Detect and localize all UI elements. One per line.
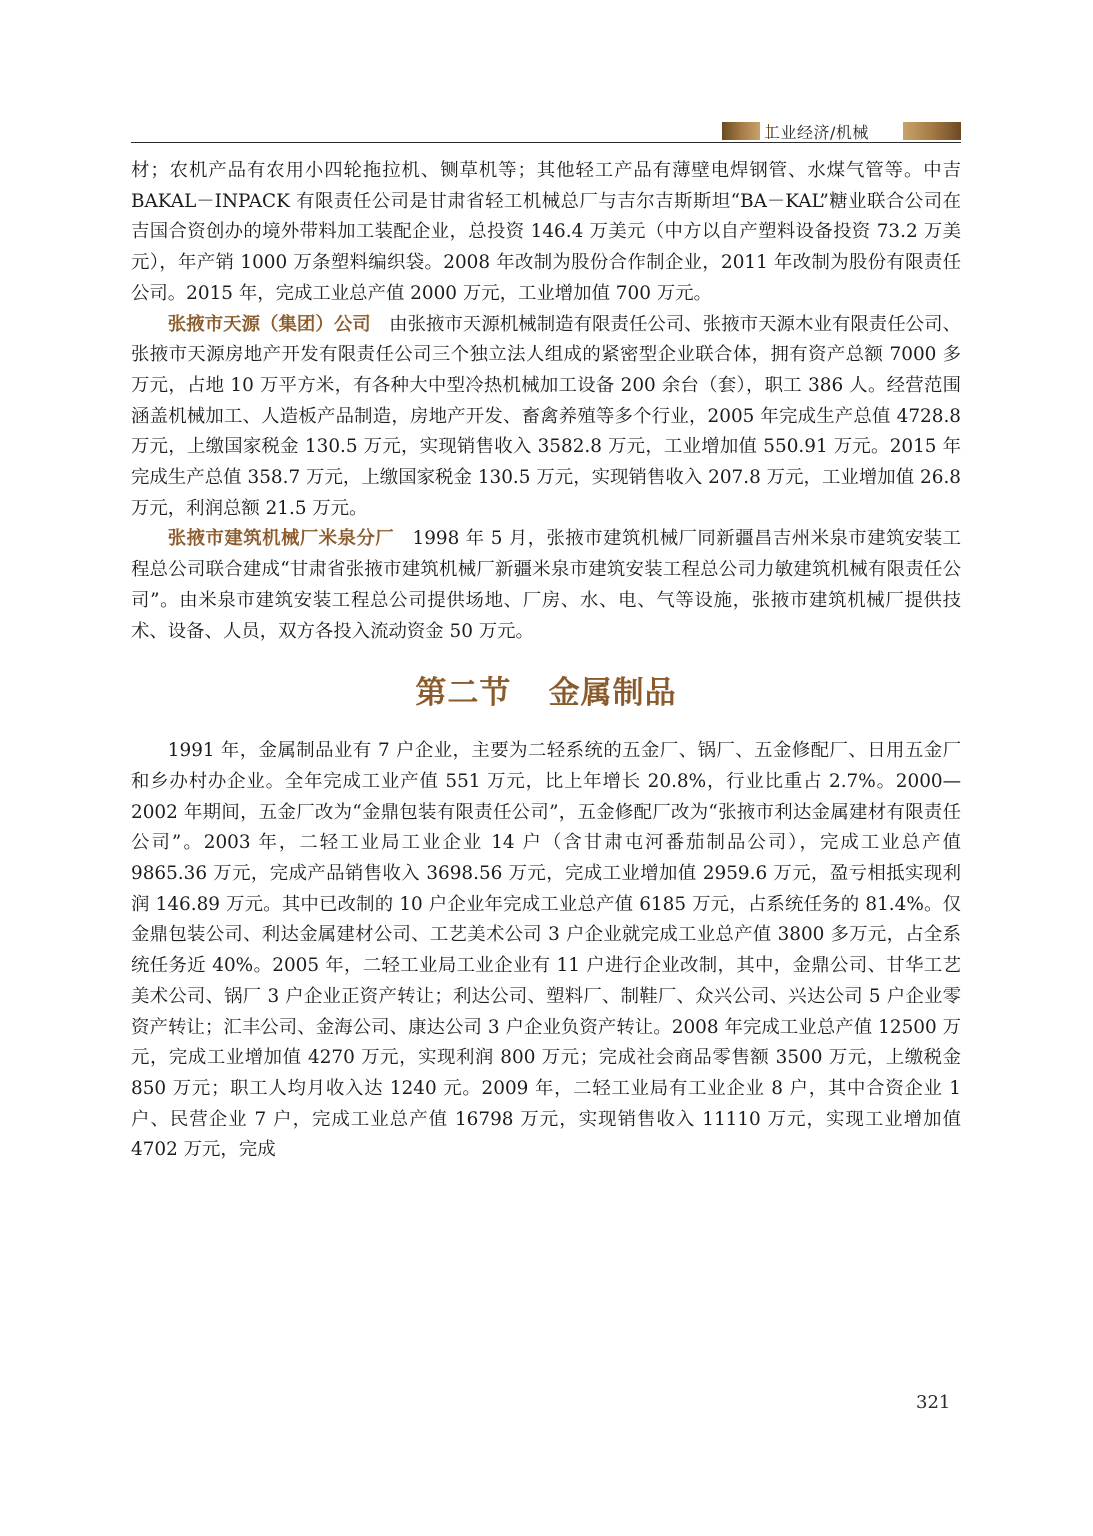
- page-content: [131, 156, 961, 1166]
- paragraph-continued: 材；农机产品有农用小四轮拖拉机、铡草机等；其他轻工产品有薄壁电焊钢管、水煤气管等。中吉 BAKAL－INPACK 有限责任公司是甘肃省轻工机械总厂与吉尔吉斯斯坦“BA－KAL”糖业联合公司在吉国合资创办的境外带料加工装配企业，总投资 146.4 万美元（中方以自产塑料设备投资 73.2 万美元），年产销 1000 万条塑料编织袋。2008 年改制为股份合作制企业，2011 年改制为股份有限责任公司。2015 年，完成工业总产值 2000 万元，工业增加值 700 万元。: [131, 160, 961, 304]
- section-paragraph: 1991 年，金属制品业有 7 户企业，主要为二轻系统的五金厂、锅厂、五金修配厂、日用五金厂和乡办村办企业。全年完成工业产值 551 万元，比上年增长 20.8%，行业比重占 2.7%。2000—2002 年期间，五金厂改为“金鼎包装有限责任公司”，五金修配厂改为“张掖市利达金属建材有限责任公司”。2003 年，二轻工业局工业企业 14 户（含甘肃屯河番茄制品公司），完成工业总产值 9865.36 万元，完成产品销售收入 3698.56 万元，完成工业增加值 2959.6 万元，盈亏相抵实现利润 146.89 万元。其中已改制的 10 户企业年完成工业总产值 6185 万元，占系统任务的 81.4%。仅金鼎包装公司、利达金属建材公司、工艺美术公司 3 户企业就完成工业总产值 3800 多万元，占全系统任务近 40%。2005 年，二轻工业局工业企业有 11 户进行企业改制，其中，金鼎公司、甘华工艺美术公司、锅厂 3 户企业正资产转让；利达公司、塑料厂、制鞋厂、众兴公司、兴达公司 5 户企业零资产转让；汇丰公司、金海公司、康达公司 3 户企业负资产转让。2008 年完成工业总产值 12500 万元，完成工业增加值 4270 万元，实现利润 800 万元；完成社会商品零售额 3500 万元，上缴税金 850 万元；职工人均月收入达 1240 元。2009 年，二轻工业局有工业企业 8 户，其中合资企业 1 户、民营企业 7 户，完成工业总产值 16798 万元，实现销售收入 11110 万元，实现工业增加值 4702 万元，完成: [131, 740, 961, 1161]
- running-title: 工业经济/机械: [764, 123, 869, 142]
- entry-tianyuan: [131, 310, 961, 525]
- entry-miquan: [131, 524, 961, 647]
- section-heading: [131, 673, 961, 713]
- section-name: 金属制品: [548, 675, 677, 712]
- entry-body: 由张掖市天源机械制造有限责任公司、张掖市天源木业有限责任公司、张掖市天源房地产开发有限责任公司三个独立法人组成的紧密型企业联合体，拥有资产总额 7000 多万元，占地 10 万平方米，有各种大中型冷热机械加工设备 200 余台（套），职工 386 人。经营范围涵盖机械加工、人造板产品制造，房地产开发、畜禽养殖等多个行业，2005 年完成生产总值 4728.8 万元，上缴国家税金 130.5 万元，实现销售收入 3582.8 万元，工业增加值 550.91 万元。2015 年完成生产总值 358.7 万元，上缴国家税金 130.5 万元，实现销售收入 207.8 万元，工业增加值 26.8 万元，利润总额 21.5 万元。: [131, 313, 961, 519]
- header-rule: [131, 142, 961, 143]
- header-ornament-right: [903, 122, 961, 140]
- page-number: 321: [916, 1392, 951, 1413]
- entry-title: 张掖市建筑机械厂米泉分厂: [167, 528, 395, 550]
- header-ornament-left: [722, 122, 760, 140]
- entry-body: 1998 年 5 月，张掖市建筑机械厂同新疆昌吉州米泉市建筑安装工程总公司联合建成“甘肃省张掖市建筑机械厂新疆米泉市建筑安装工程总公司力敏建筑机械有限责任公司”。由米泉市建筑安装工程总公司提供场地、厂房、水、电、气等设施，张掖市建筑机械厂提供技术、设备、人员，双方各投入流动资金 50 万元。: [131, 528, 961, 642]
- section-number: 第二节: [415, 675, 512, 712]
- entry-title: 张掖市天源（集团）公司: [167, 313, 371, 335]
